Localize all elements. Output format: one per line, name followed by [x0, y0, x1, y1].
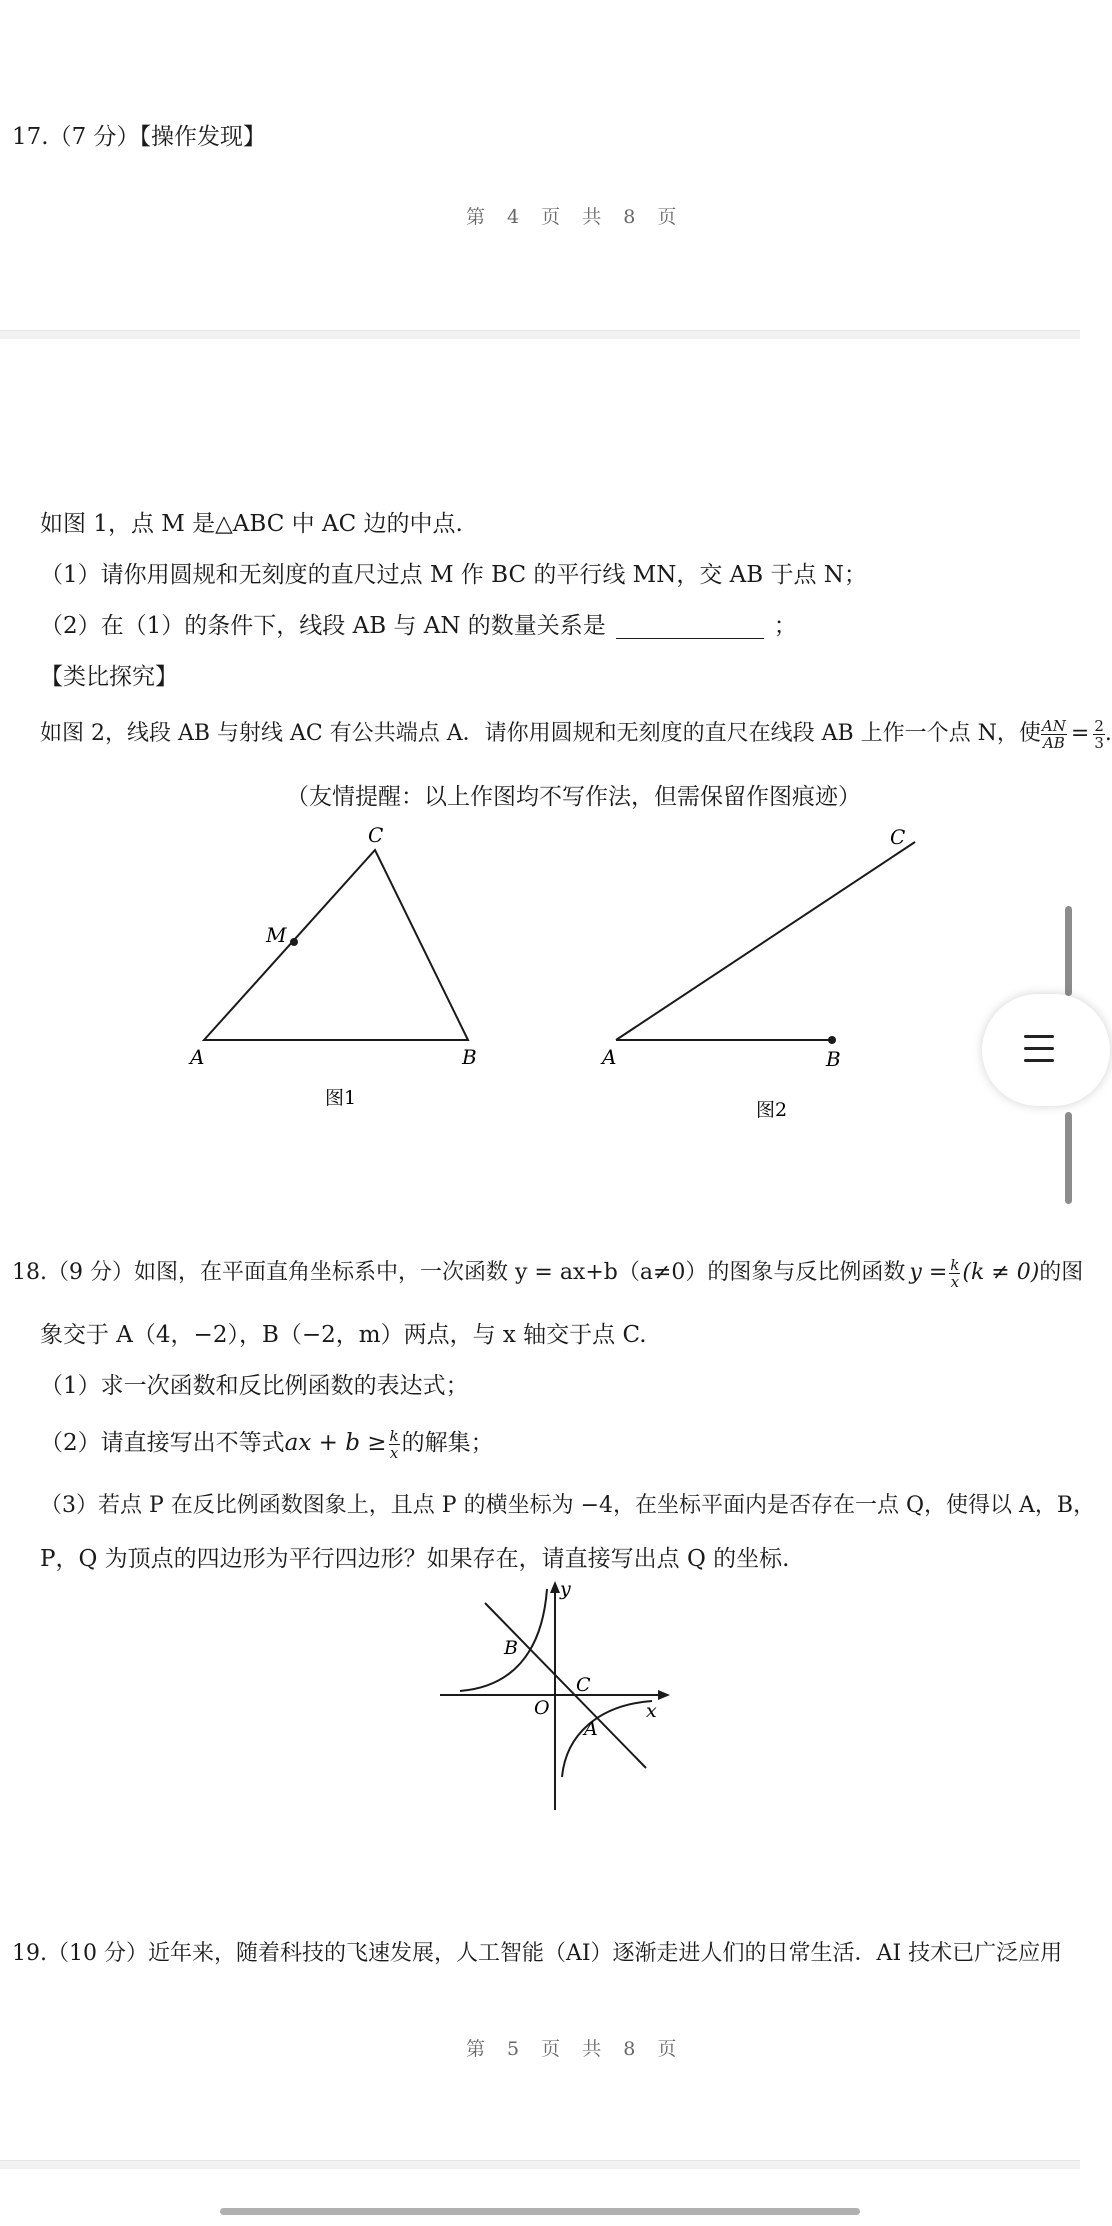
frac-x: x [950, 1272, 960, 1291]
label-c: C [368, 823, 384, 847]
q17-header: 17.（7 分）【操作发现】 [12, 124, 267, 150]
figure-1-caption: 图1 [325, 1087, 357, 1109]
coordinate-graph [430, 1575, 680, 1820]
x-axis-arrow [658, 1690, 670, 1700]
q18-part2-text: （2）请直接写出不等式 [40, 1430, 285, 1456]
label-b: B [504, 1637, 518, 1659]
q18-fn-frac [949, 1257, 960, 1290]
label-c: C [576, 1674, 591, 1696]
q18-part3-line1: （3）若点 P 在反比例函数图象上，且点 P 的横坐标为 −4，在坐标平面内是否存在一点 Q，使得以 A，B， [40, 1493, 1096, 1518]
q17-part1: （1）请你用圆规和无刻度的直尺过点 M 作 BC 的平行线 MN，交 AB 于点 N； [40, 562, 867, 588]
page-footer-5: 第 5 页 共 8 页 [466, 2038, 685, 2060]
ray-ac [616, 842, 915, 1040]
q17-intro: 如图 1，点 M 是△ABC 中 AC 边的中点. [40, 511, 463, 537]
q18-part2-end: 的解集； [401, 1430, 494, 1456]
page-divider-bottom [0, 2160, 1080, 2169]
label-a: A [190, 1045, 205, 1069]
page-divider [0, 330, 1080, 339]
q18-part1: （1）求一次函数和反比例函数的表达式； [40, 1373, 469, 1399]
label-b: B [826, 1047, 841, 1071]
q17-analog-text: 如图 2，线段 AB 与射线 AC 有公共端点 A．请你用圆规和无刻度的直尺在线段 AB 上作一个点 N，使 [40, 721, 1041, 746]
label-x: x [646, 1700, 657, 1722]
menu-icon-bar-3 [1024, 1059, 1054, 1062]
frac-x: x [389, 1443, 399, 1462]
figure-1-triangle [180, 820, 510, 1120]
label-b: B [462, 1045, 477, 1069]
hyperbola-branch-4 [562, 1701, 652, 1777]
ratio-end: . [1104, 721, 1112, 746]
q18-line1 [12, 1255, 1083, 1290]
page-footer-4: 第 4 页 共 8 页 [466, 206, 685, 228]
q18-part2 [40, 1424, 494, 1461]
label-m: M [266, 923, 287, 947]
y-axis-arrow [550, 1581, 560, 1593]
q17-part2 [40, 607, 797, 640]
ratio-val-den: 3 [1094, 733, 1104, 752]
point-m [290, 938, 298, 946]
label-y: y [560, 1578, 571, 1600]
label-a: A [584, 1718, 598, 1740]
ratio-eq: = [1070, 721, 1090, 746]
q18-part3-line2: P，Q 为顶点的四边形为平行四边形？如果存在，请直接写出点 Q 的坐标. [40, 1546, 790, 1572]
ratio-num: AN [1041, 716, 1066, 735]
q19-line: 19.（10 分）近年来，随着科技的飞速发展，人工智能（AI）逐渐走进人们的日常生活．AI 技术已广泛应用 [12, 1941, 1063, 1966]
q17-part2-end: ； [773, 613, 797, 639]
ratio-val-num: 2 [1094, 716, 1104, 735]
q18-fn-y: y = [909, 1260, 948, 1285]
home-indicator[interactable] [220, 2208, 860, 2215]
q17-section-heading: 【类比探究】 [40, 664, 178, 690]
q18-line1-end: 的图 [1039, 1260, 1084, 1285]
label-o: O [534, 1697, 550, 1719]
label-a: A [602, 1045, 617, 1069]
q17-part2-text: （2）在（1）的条件下，线段 AB 与 AN 的数量关系是 [40, 613, 606, 639]
menu-icon-bar-2 [1024, 1047, 1054, 1050]
figure-2-ray [590, 820, 930, 1130]
scrollbar-lower[interactable] [1065, 1112, 1072, 1204]
menu-button[interactable] [982, 994, 1110, 1106]
q18-line2: 象交于 A（4，−2），B（−2，m）两点，与 x 轴交于点 C. [40, 1322, 647, 1348]
answer-blank [616, 616, 764, 639]
label-c: C [890, 825, 906, 849]
ratio-an-ab [1041, 718, 1067, 751]
q18-inequality: ax + b ≥ [284, 1430, 387, 1456]
q17-analog [40, 716, 1112, 751]
linear-function-line [485, 1603, 646, 1768]
q18-line1-text: 18.（9 分）如图，在平面直角坐标系中，一次函数 y = ax+b（a≠0）的图象与反比例函数 [12, 1260, 906, 1285]
triangle-abc [204, 850, 468, 1040]
q18-fn-cond: (k ≠ 0) [962, 1260, 1040, 1285]
scrollbar-upper[interactable] [1065, 906, 1072, 996]
q17-hint: （友情提醒：以上作图均不写作法，但需保留作图痕迹） [286, 784, 861, 810]
frac-k: k [389, 1426, 399, 1445]
point-b [828, 1036, 836, 1044]
frac-k: k [950, 1255, 960, 1274]
ratio-two-thirds [1093, 718, 1105, 751]
ratio-den: AB [1042, 733, 1065, 752]
figure-2-caption: 图2 [756, 1099, 788, 1121]
menu-icon-bar-1 [1024, 1035, 1054, 1038]
q18-ineq-frac [389, 1428, 400, 1461]
